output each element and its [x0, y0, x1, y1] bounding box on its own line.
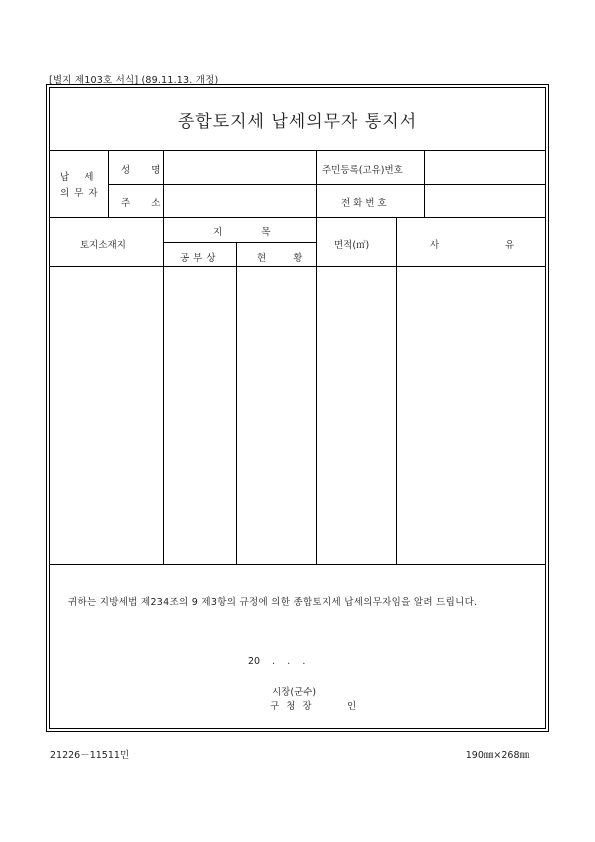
area-cell[interactable]	[318, 268, 395, 563]
land-category-header: 지 목	[213, 227, 289, 238]
actual-status-header: 현 황	[257, 253, 315, 264]
land-location-cell[interactable]	[51, 268, 162, 563]
notice-text: 귀하는 지방세법 제234조의 9 제3항의 규정에 의한 종합토지세 납세의무자임을 알려 드립니다.	[68, 597, 478, 608]
id-number-label: 주민등록(고유)번호	[322, 165, 403, 176]
official-record-header: 공부상	[180, 253, 220, 264]
form-number-label: [별지 제103호 서식] (89.11.13. 개정)	[49, 75, 219, 86]
official-record-cell[interactable]	[165, 268, 235, 563]
divider-v-reason	[396, 217, 397, 564]
signer-title: 시장(군수)	[272, 687, 317, 698]
actual-status-cell[interactable]	[238, 268, 315, 563]
divider-header	[50, 266, 545, 267]
name-label: 성 명	[121, 165, 170, 176]
taxpayer-label-1: 납 세	[60, 172, 100, 183]
taxpayer-label-2: 의무자	[60, 188, 103, 199]
divider-category	[163, 242, 316, 243]
signer-name: 구 청 장	[270, 701, 314, 712]
document-title: 종합토지세 납세의무자 통지서	[177, 112, 418, 132]
date-line: 20 . . .	[248, 656, 306, 667]
reason-header-1: 사	[430, 240, 440, 251]
divider-title	[50, 150, 545, 151]
seal-label: 인	[347, 701, 357, 712]
divider-v-category	[236, 242, 237, 564]
phone-label: 전화번호	[341, 198, 390, 209]
divider-v-value	[316, 150, 317, 217]
divider-name-row	[108, 184, 545, 185]
reason-header-2: 유	[505, 240, 515, 251]
address-field[interactable]	[165, 186, 315, 216]
divider-taxpayer	[50, 217, 545, 218]
name-field[interactable]	[165, 152, 315, 183]
divider-v-idlabel	[424, 150, 425, 217]
divider-table-bottom	[50, 564, 545, 565]
reason-cell[interactable]	[398, 268, 544, 563]
land-location-header: 토지소재지	[80, 240, 126, 251]
divider-v-area	[316, 217, 317, 564]
paper-size: 190㎜×268㎜	[465, 750, 529, 761]
id-number-field[interactable]	[426, 152, 544, 183]
divider-v-taxpayer	[108, 150, 109, 217]
divider-v-location	[163, 217, 164, 564]
address-label: 주 소	[121, 198, 170, 209]
form-code: 21226－11511민	[50, 750, 130, 761]
phone-field[interactable]	[426, 186, 544, 216]
area-header: 면적(㎡)	[334, 240, 370, 251]
